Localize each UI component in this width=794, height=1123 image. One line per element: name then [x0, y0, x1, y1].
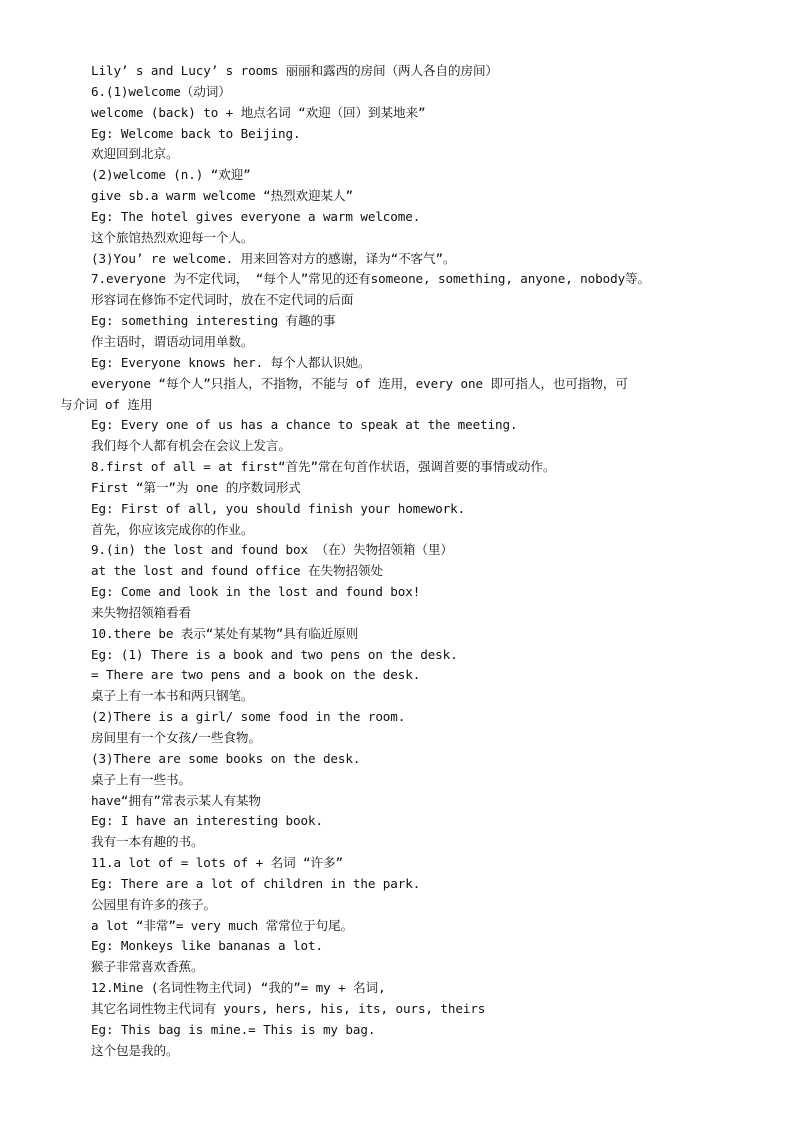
text-line: 桌子上有一本书和两只钢笔。 [91, 688, 254, 704]
text-line: = There are two pens and a book on the desk. [91, 667, 421, 683]
text-line: 与介词 of 连用 [60, 396, 153, 412]
text-line: 12.Mine (名词性物主代词) “我的”= my + 名词, [91, 980, 386, 996]
text-line: 这个旅馆热烈欢迎每一个人。 [91, 229, 254, 245]
text-line: give sb.a warm welcome “热烈欢迎某人” [91, 188, 354, 204]
text-line: at the lost and found office 在失物招领处 [91, 563, 383, 579]
text-line: Eg: Come and look in the lost and found box! [91, 584, 421, 600]
text-line: 公园里有许多的孩子。 [91, 896, 216, 912]
text-line: 桌子上有一些书。 [91, 771, 191, 787]
text-line: 作主语时，谓语动词用单数。 [91, 333, 254, 349]
text-line: 11.a lot of = lots of + 名词 “许多” [91, 855, 343, 871]
text-line: 8.first of all = at first“首先”常在句首作状语，强调首要的事情或动作。 [91, 459, 556, 475]
text-line: 10.there be 表示“某处有某物”具有临近原则 [91, 625, 359, 641]
text-line: 其它名词性物主代词有 yours, hers, his, its, ours, theirs [91, 1000, 486, 1016]
text-line: a lot “非常”= very much 常常位于句尾。 [91, 917, 354, 933]
text-line: 这个包是我的。 [91, 1042, 179, 1058]
text-line: 房间里有一个女孩/一些食物。 [91, 730, 261, 745]
text-line: (2)There is a girl/ some food in the room. [91, 709, 406, 725]
text-line: Eg: The hotel gives everyone a warm welcome. [91, 208, 421, 224]
text-line: Eg: There are a lot of children in the park. [91, 875, 421, 891]
text-line: First “第一”为 one 的序数词形式 [91, 479, 301, 495]
text-line: Eg: something interesting 有趣的事 [91, 313, 336, 329]
text-line: have“拥有”常表示某人有某物 [91, 792, 261, 808]
text-line: 我们每个人都有机会在会议上发言。 [91, 438, 291, 454]
text-line: welcome (back) to + 地点名词 “欢迎（回）到某地来” [91, 104, 426, 120]
text-line: Eg: Monkeys like bananas a lot. [91, 938, 323, 954]
text-line: (2)welcome (n.) “欢迎” [91, 167, 251, 183]
text-line: Eg: I have an interesting book. [91, 813, 323, 829]
text-line: Eg: (1) There is a book and two pens on the desk. [91, 646, 458, 662]
text-line: 9.(in) the lost and found box （在）失物招领箱（里） [91, 542, 453, 558]
text-line: 欢迎回到北京。 [91, 146, 179, 162]
text-line: 形容词在修饰不定代词时，放在不定代词的后面 [91, 292, 354, 308]
document-body [60, 61, 750, 1062]
text-line: Lily’ s and Lucy’ s rooms 丽丽和露西的房间（两人各自的房间） [91, 63, 498, 78]
text-line: 首先，你应该完成你的作业。 [91, 521, 254, 537]
text-line: (3)You’ re welcome. 用来回答对方的感谢，译为“不客气”。 [91, 250, 456, 266]
text-line: Eg: Every one of us has a chance to speak at the meeting. [91, 417, 518, 433]
text-line: Eg: Welcome back to Beijing. [91, 125, 301, 141]
text-line: everyone “每个人”只指人，不指物，不能与 of 连用，every one 即可指人，也可指物，可 [91, 375, 628, 391]
text-line: Eg: This bag is mine.= This is my bag. [91, 1021, 376, 1037]
text-line: 7.everyone 为不定代词， “每个人”常见的还有someone, something, anyone, nobody等。 [91, 271, 651, 287]
text-line: 猴子非常喜欢香蕉。 [91, 959, 204, 975]
text-line: 来失物招领箱看看 [91, 604, 191, 620]
text-line: (3)There are some books on the desk. [91, 750, 361, 766]
text-line: Eg: First of all, you should finish your homework. [91, 500, 466, 516]
text-line: 6.(1)welcome（动词） [91, 83, 231, 99]
text-line: Eg: Everyone knows her. 每个人都认识她。 [91, 354, 371, 370]
text-line: 我有一本有趣的书。 [91, 834, 204, 850]
